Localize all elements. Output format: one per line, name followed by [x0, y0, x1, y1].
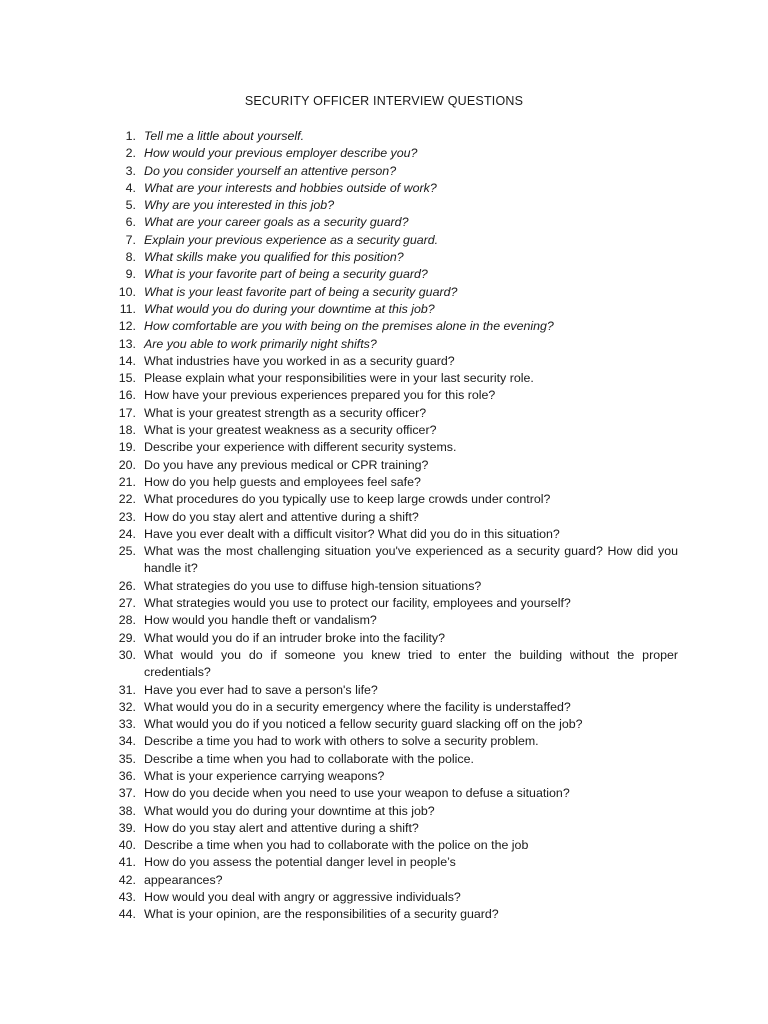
question-number: 7.	[125, 232, 136, 247]
question-text: Explain your previous experience as a security guard.	[144, 232, 439, 247]
question-item	[108, 733, 678, 750]
question-text: What skills make you qualified for this position?	[144, 250, 404, 265]
question-item	[108, 249, 678, 266]
question-number: 33.	[118, 717, 136, 732]
question-item	[108, 405, 678, 422]
question-number: 37.	[118, 786, 136, 801]
question-item	[108, 353, 678, 370]
question-number: 23.	[118, 509, 136, 524]
question-text: What is your greatest strength as a security officer?	[144, 405, 427, 420]
question-number: 15.	[118, 371, 136, 386]
question-text: What is your opinion, are the responsibilities of a security guard?	[144, 907, 499, 922]
question-number: 19.	[118, 440, 136, 455]
question-number: 21.	[118, 474, 136, 489]
question-item	[108, 837, 678, 854]
question-text: Describe a time you had to work with others to solve a security problem.	[144, 734, 539, 749]
question-item	[108, 266, 678, 283]
question-number: 1.	[125, 129, 136, 143]
question-item	[108, 318, 678, 335]
question-item	[108, 699, 678, 716]
question-item	[108, 543, 678, 578]
question-item	[108, 284, 678, 301]
question-item	[108, 612, 678, 629]
question-item	[108, 647, 678, 682]
question-number: 3.	[125, 163, 136, 178]
question-number: 27.	[118, 596, 136, 611]
question-item	[108, 526, 678, 543]
question-text: Describe a time when you had to collaborate with the police.	[144, 751, 474, 766]
question-text: What are your career goals as a security guard?	[144, 215, 409, 230]
question-item	[108, 630, 678, 647]
question-item	[108, 387, 678, 404]
question-number: 38.	[118, 803, 136, 818]
question-text: Have you ever dealt with a difficult visitor? What did you do in this situation?	[144, 526, 560, 541]
question-number: 9.	[125, 267, 136, 282]
question-text: What would you do if an intruder broke into the facility?	[144, 630, 445, 645]
question-item	[108, 457, 678, 474]
question-item	[108, 163, 678, 180]
question-number: 2.	[125, 146, 136, 161]
question-text: How do you decide when you need to use your weapon to defuse a situation?	[144, 786, 570, 801]
question-number: 4.	[125, 180, 136, 195]
question-text: Describe a time when you had to collaborate with the police on the job	[144, 838, 529, 853]
question-list	[108, 128, 678, 924]
question-item	[108, 491, 678, 508]
question-item	[108, 578, 678, 595]
question-item	[108, 751, 678, 768]
question-number: 11.	[119, 301, 136, 316]
question-text: What is your experience carrying weapons?	[144, 768, 385, 783]
question-number: 40.	[118, 838, 136, 853]
question-text: What is your least favorite part of being a security guard?	[144, 284, 458, 299]
question-text: What would you do during your downtime at this job?	[144, 301, 435, 316]
question-item	[108, 301, 678, 318]
question-number: 18.	[118, 423, 136, 438]
question-text: How do you assess the potential danger level in people’s	[144, 855, 456, 870]
question-item	[108, 595, 678, 612]
question-text: What was the most challenging situation you've experienced as a security guard? How did you handle it?	[144, 544, 678, 576]
question-number: 41.	[118, 855, 136, 870]
question-item	[108, 509, 678, 526]
question-text: Tell me a little about yourself.	[144, 129, 305, 143]
question-number: 17.	[118, 405, 136, 420]
question-number: 8.	[125, 250, 136, 265]
question-number: 39.	[118, 820, 136, 835]
question-text: Please explain what your responsibilities were in your last security role.	[144, 371, 534, 386]
question-text: What would you do if you noticed a fellow security guard slacking off on the job?	[144, 717, 583, 732]
question-number: 14.	[118, 353, 136, 368]
question-item	[108, 889, 678, 906]
question-item	[108, 716, 678, 733]
question-item	[108, 854, 678, 871]
question-text: What would you do if someone you knew tried to enter the building without the proper credentials?	[144, 647, 678, 680]
question-text: How comfortable are you with being on the premises alone in the evening?	[144, 319, 554, 334]
question-text: How do you stay alert and attentive during a shift?	[144, 509, 419, 524]
question-text: How have your previous experiences prepared you for this role?	[144, 388, 496, 403]
question-text: What is your greatest weakness as a security officer?	[144, 423, 437, 438]
question-text: What strategies would you use to protect our facility, employees and yourself?	[144, 596, 571, 611]
question-item	[108, 820, 678, 837]
question-number: 36.	[118, 768, 136, 783]
question-item	[108, 785, 678, 802]
question-item	[108, 370, 678, 387]
question-text: appearances?	[144, 872, 223, 887]
question-number: 20.	[118, 457, 136, 472]
question-item	[108, 232, 678, 249]
question-item	[108, 439, 678, 456]
question-number: 25.	[118, 544, 136, 559]
question-text: What procedures do you typically use to keep large crowds under control?	[144, 492, 551, 507]
question-item	[108, 474, 678, 491]
question-number: 29.	[118, 630, 136, 645]
question-item	[108, 422, 678, 439]
question-text: What is your favorite part of being a security guard?	[144, 267, 428, 282]
question-number: 28.	[118, 613, 136, 628]
question-number: 34.	[118, 734, 136, 749]
question-number: 44.	[118, 907, 136, 922]
question-item	[108, 145, 678, 162]
question-item	[108, 872, 678, 889]
question-text: How do you help guests and employees feel safe?	[144, 474, 421, 489]
question-number: 22.	[118, 492, 136, 507]
question-text: What industries have you worked in as a security guard?	[144, 353, 455, 368]
question-number: 43.	[118, 890, 136, 905]
question-item	[108, 768, 678, 785]
question-number: 24.	[118, 526, 136, 541]
question-text: How would you handle theft or vandalism?	[144, 613, 377, 628]
question-text: What strategies do you use to diffuse high-tension situations?	[144, 578, 482, 593]
question-item	[108, 803, 678, 820]
question-text: Describe your experience with different security systems.	[144, 440, 457, 455]
question-text: Are you able to work primarily night shifts?	[144, 336, 377, 351]
question-text: What are your interests and hobbies outside of work?	[144, 180, 437, 195]
question-text: How would you deal with angry or aggressive individuals?	[144, 890, 461, 905]
question-text: What would you do in a security emergency where the facility is understaffed?	[144, 699, 571, 714]
question-number: 10.	[118, 284, 136, 299]
document-title: SECURITY OFFICER INTERVIEW QUESTIONS	[244, 94, 524, 108]
question-item	[108, 214, 678, 231]
question-text: Have you ever had to save a person's life?	[144, 682, 378, 697]
question-item	[108, 906, 678, 923]
question-text: Do you consider yourself an attentive person?	[144, 163, 397, 178]
question-item	[108, 180, 678, 197]
question-number: 16.	[118, 388, 136, 403]
question-text: How would your previous employer describe you?	[144, 146, 418, 161]
question-item	[108, 336, 678, 353]
question-item	[108, 197, 678, 214]
question-number: 5.	[125, 198, 136, 213]
question-number: 13.	[118, 336, 136, 351]
question-number: 30.	[118, 647, 136, 662]
question-text: Do you have any previous medical or CPR training?	[144, 457, 429, 472]
question-number: 26.	[118, 578, 136, 593]
question-number: 35.	[118, 751, 136, 766]
question-item	[108, 682, 678, 699]
question-number: 42.	[118, 872, 136, 887]
question-text: Why are you interested in this job?	[144, 198, 335, 213]
question-number: 31.	[118, 682, 136, 697]
question-text: How do you stay alert and attentive during a shift?	[144, 820, 419, 835]
question-number: 6.	[125, 215, 136, 230]
question-number: 32.	[118, 699, 136, 714]
question-number: 12.	[118, 319, 136, 334]
question-item	[108, 128, 678, 145]
question-text: What would you do during your downtime at this job?	[144, 803, 435, 818]
